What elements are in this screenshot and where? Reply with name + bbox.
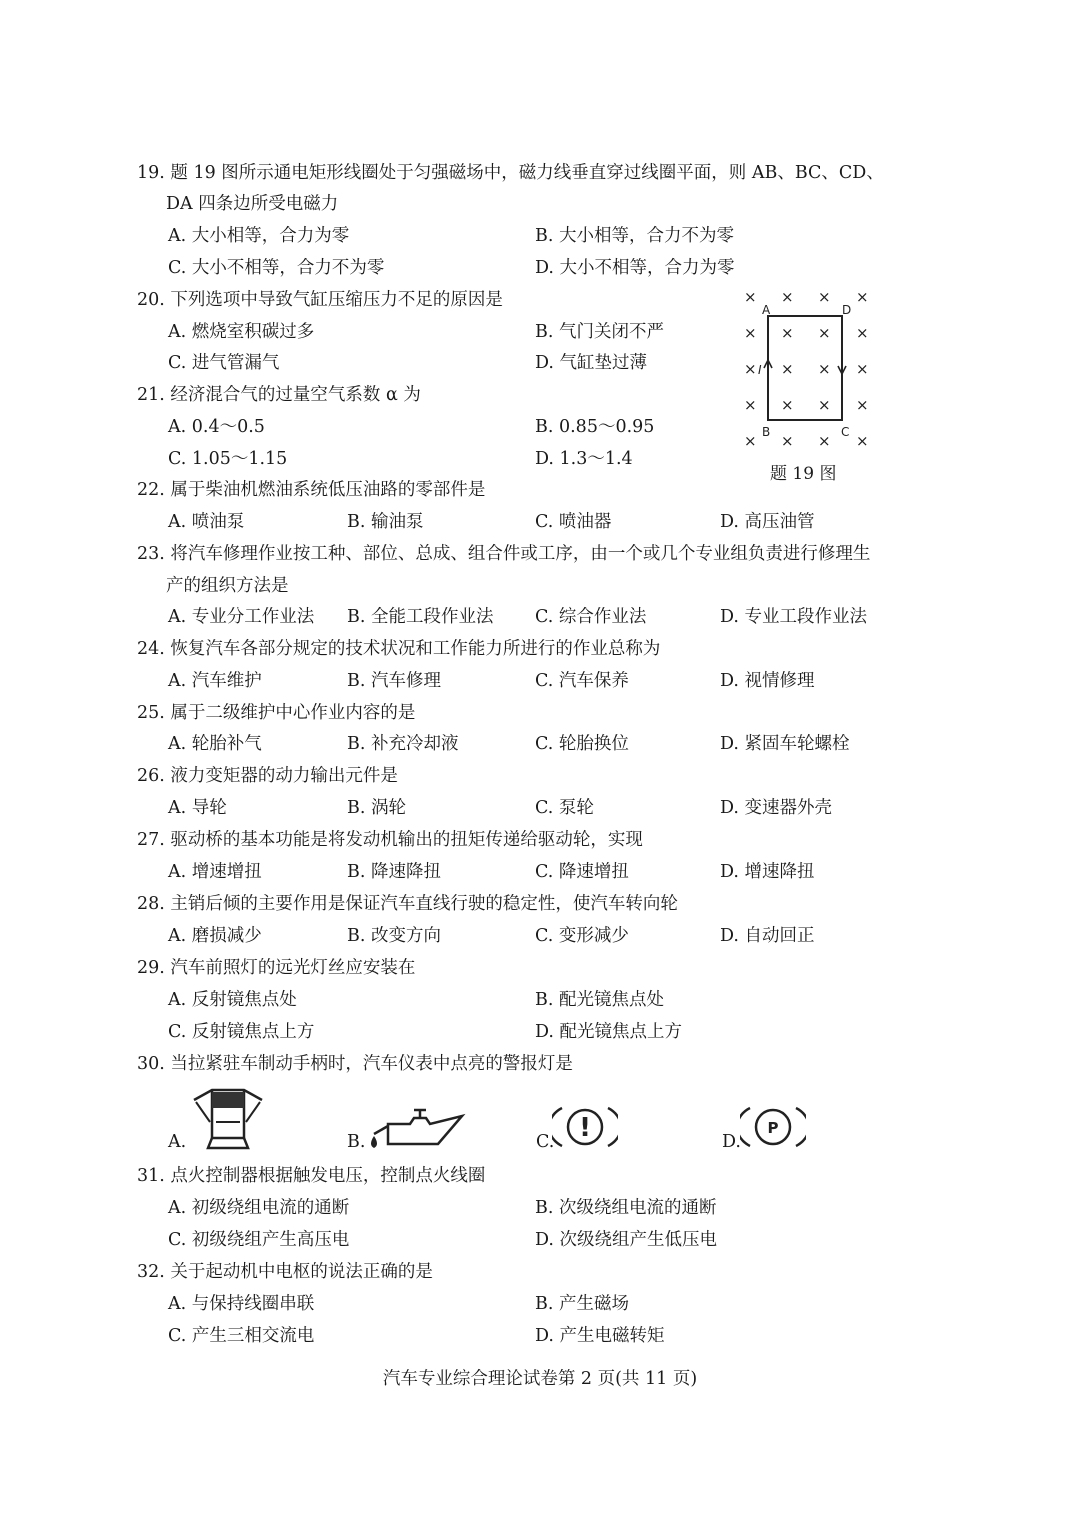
brake-warning-icon — [552, 1102, 618, 1152]
field-cross: × — [856, 432, 869, 450]
field-cross: × — [856, 396, 869, 414]
field-cross: × — [856, 324, 869, 342]
q25-option-b: B. 补充冷却液 — [347, 734, 459, 754]
field-cross: × — [744, 288, 757, 306]
q23-stem-line1: 23. 将汽车修理作业按工种、部位、总成、组合件或工序，由一个或几个专业组负责进行修理生 — [137, 544, 871, 564]
field-cross: × — [856, 288, 869, 306]
q26-option-b: B. 涡轮 — [347, 798, 406, 818]
field-cross: × — [781, 360, 794, 378]
q27-option-d: D. 增速降扭 — [720, 862, 815, 882]
q32-option-b: B. 产生磁场 — [535, 1294, 629, 1314]
field-cross: × — [818, 432, 831, 450]
q29-option-a: A. 反射镜焦点处 — [168, 990, 297, 1010]
field-cross: × — [744, 360, 757, 378]
q25-option-d: D. 紧固车轮螺栓 — [720, 734, 850, 754]
q24-option-c: C. 汽车保养 — [535, 671, 629, 691]
field-cross: × — [781, 324, 794, 342]
q30-option-a-label: A. — [168, 1132, 187, 1152]
q22-option-b: B. 输油泵 — [347, 512, 424, 532]
q27-option-b: B. 降速降扭 — [347, 862, 441, 882]
q29-option-b: B. 配光镜焦点处 — [535, 990, 664, 1010]
q32-option-d: D. 产生电磁转矩 — [535, 1326, 665, 1346]
q29-stem: 29. 汽车前照灯的远光灯丝应安装在 — [137, 958, 416, 978]
current-label-i: I — [758, 363, 762, 377]
q21-option-b: B. 0.85～0.95 — [535, 417, 655, 437]
oil-pressure-warning-icon — [366, 1104, 470, 1152]
q19-option-b: B. 大小相等，合力不为零 — [535, 226, 734, 246]
field-cross: × — [856, 360, 869, 378]
q23-option-b: B. 全能工段作业法 — [347, 607, 494, 627]
q20-stem: 20. 下列选项中导致气缸压缩压力不足的原因是 — [137, 290, 503, 310]
q24-stem: 24. 恢复汽车各部分规定的技术状况和工作能力所进行的作业总称为 — [137, 639, 661, 659]
q19-option-c: C. 大小不相等，合力不为零 — [168, 258, 385, 278]
q32-option-a: A. 与保持线圈串联 — [168, 1294, 315, 1314]
seat-belt-warning-icon — [188, 1086, 268, 1154]
q28-stem: 28. 主销后倾的主要作用是保证汽车直线行驶的稳定性，使汽车转向轮 — [137, 894, 678, 914]
q25-stem: 25. 属于二级维护中心作业内容的是 — [137, 703, 416, 723]
field-cross: × — [818, 288, 831, 306]
q23-option-c: C. 综合作业法 — [535, 607, 647, 627]
q20-option-d: D. 气缸垫过薄 — [535, 353, 648, 373]
q25-option-a: A. 轮胎补气 — [168, 734, 262, 754]
q26-option-c: C. 泵轮 — [535, 798, 594, 818]
q29-option-d: D. 配光镜焦点上方 — [535, 1022, 683, 1042]
q30-option-d-label: D. — [722, 1132, 741, 1152]
q19-stem-line1: 19. 题 19 图所示通电矩形线圈处于匀强磁场中，磁力线垂直穿过线圈平面，则 AB、BC、CD、 — [137, 163, 884, 183]
figure-19-caption: 题 19 图 — [770, 464, 837, 484]
q27-option-c: C. 降速增扭 — [535, 862, 629, 882]
corner-label-d: D — [842, 303, 852, 317]
coil-rectangle — [768, 316, 842, 420]
q24-option-a: A. 汽车维护 — [168, 671, 262, 691]
field-cross: × — [818, 360, 831, 378]
field-cross: × — [744, 396, 757, 414]
q19-stem-line2: DA 四条边所受电磁力 — [166, 194, 339, 214]
q21-stem: 21. 经济混合气的过量空气系数 α 为 — [137, 385, 421, 405]
corner-label-b: B — [762, 425, 771, 439]
q27-stem: 27. 驱动桥的基本功能是将发动机输出的扭矩传递给驱动轮，实现 — [137, 830, 643, 850]
q31-stem: 31. 点火控制器根据触发电压，控制点火线圈 — [137, 1166, 486, 1186]
field-cross: × — [744, 324, 757, 342]
q21-option-c: C. 1.05～1.15 — [168, 449, 288, 469]
q31-option-a: A. 初级绕组电流的通断 — [168, 1198, 350, 1218]
q32-option-c: C. 产生三相交流电 — [168, 1326, 315, 1346]
q29-option-c: C. 反射镜焦点上方 — [168, 1022, 315, 1042]
q26-option-d: D. 变速器外壳 — [720, 798, 833, 818]
q21-option-a: A. 0.4～0.5 — [168, 417, 265, 437]
q31-option-b: B. 次级绕组电流的通断 — [535, 1198, 717, 1218]
q31-option-c: C. 初级绕组产生高压电 — [168, 1230, 350, 1250]
q23-option-d: D. 专业工段作业法 — [720, 607, 868, 627]
field-cross: × — [781, 396, 794, 414]
q28-option-b: B. 改变方向 — [347, 926, 441, 946]
q30-option-b-label: B. — [347, 1132, 366, 1152]
q27-option-a: A. 增速增扭 — [168, 862, 262, 882]
q30-option-c-label: C. — [536, 1132, 555, 1152]
q20-option-a: A. 燃烧室积碳过多 — [168, 322, 315, 342]
q20-option-b: B. 气门关闭不严 — [535, 322, 664, 342]
field-cross: × — [818, 396, 831, 414]
q25-option-c: C. 轮胎换位 — [535, 734, 629, 754]
field-cross: × — [818, 324, 831, 342]
corner-label-c: C — [841, 425, 850, 439]
brake-exclamation-glyph: ! — [579, 1113, 591, 1143]
q22-option-d: D. 高压油管 — [720, 512, 815, 532]
page-footer: 汽车专业综合理论试卷第 2 页(共 11 页) — [382, 1369, 698, 1389]
q28-option-c: C. 变形减少 — [535, 926, 629, 946]
parking-p-glyph: P — [767, 1119, 779, 1137]
q24-option-b: B. 汽车修理 — [347, 671, 441, 691]
q23-stem-line2: 产的组织方法是 — [166, 576, 289, 596]
q26-stem: 26. 液力变矩器的动力输出元件是 — [137, 766, 398, 786]
field-cross: × — [781, 288, 794, 306]
q31-option-d: D. 次级绕组产生低压电 — [535, 1230, 718, 1250]
q22-stem: 22. 属于柴油机燃油系统低压油路的零部件是 — [137, 480, 486, 500]
q20-option-c: C. 进气管漏气 — [168, 353, 280, 373]
q28-option-d: D. 自动回正 — [720, 926, 815, 946]
q23-option-a: A. 专业分工作业法 — [168, 607, 315, 627]
q26-option-a: A. 导轮 — [168, 798, 227, 818]
q21-option-d: D. 1.3～1.4 — [535, 449, 633, 469]
q30-stem: 30. 当拉紧驻车制动手柄时，汽车仪表中点亮的警报灯是 — [137, 1054, 573, 1074]
q19-option-a: A. 大小相等，合力为零 — [168, 226, 350, 246]
field-cross: × — [781, 432, 794, 450]
corner-label-a: A — [762, 303, 771, 317]
field-cross: × — [744, 432, 757, 450]
parking-brake-warning-icon — [740, 1102, 806, 1152]
figure-19-coil-diagram — [736, 286, 878, 486]
q24-option-d: D. 视情修理 — [720, 671, 815, 691]
q28-option-a: A. 磨损减少 — [168, 926, 262, 946]
q32-stem: 32. 关于起动机中电枢的说法正确的是 — [137, 1262, 433, 1282]
q22-option-a: A. 喷油泵 — [168, 512, 245, 532]
q22-option-c: C. 喷油器 — [535, 512, 612, 532]
q19-option-d: D. 大小不相等，合力为零 — [535, 258, 735, 278]
